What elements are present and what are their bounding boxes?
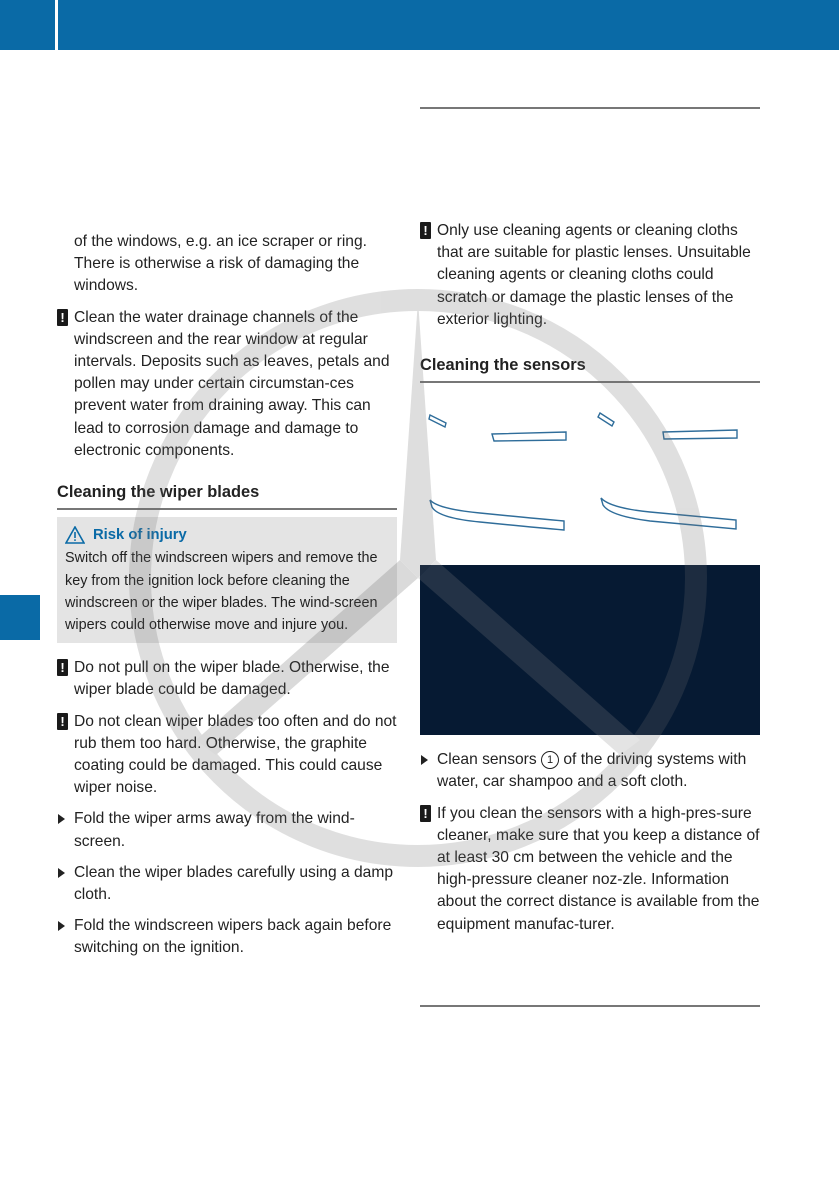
step-fold-back xyxy=(57,915,397,959)
heading-sensors: Cleaning the sensors xyxy=(420,354,760,383)
warning-box xyxy=(57,517,397,643)
note-pull-text: Do not pull on the wiper blade. Otherwise, the wiper blade could be damaged. xyxy=(74,659,390,699)
header-bar xyxy=(0,0,839,50)
continuation-text: of the windows, e.g. an ice scraper or ring. There is otherwise a risk of damaging the windows. xyxy=(74,233,367,295)
sensor-strip xyxy=(663,430,737,439)
sensor-diagram-dark-area xyxy=(420,565,760,735)
step-arrow-icon xyxy=(58,921,65,931)
warning-title-text: Risk of injury xyxy=(93,527,187,544)
step-arrow-icon xyxy=(421,755,428,765)
heading-wiper-blades: Cleaning the wiper blades xyxy=(57,481,397,510)
note-plastic xyxy=(420,220,760,331)
left-column xyxy=(57,231,397,969)
warning-triangle-icon xyxy=(65,526,85,544)
sensor-strip xyxy=(601,498,736,529)
sensor-diagram-light-area xyxy=(420,385,760,565)
sensor-strip xyxy=(492,432,566,441)
exclamation-icon: ! xyxy=(420,805,431,822)
side-section-tab xyxy=(0,595,40,640)
step-sensors-post: of the driving systems with water, car shampoo and a soft cloth. xyxy=(437,751,747,791)
sensor-diagram-illustration xyxy=(420,385,760,565)
step-clean-sensors-text xyxy=(437,749,760,793)
note-pull xyxy=(57,657,397,701)
step-arrow-icon xyxy=(58,868,65,878)
step-fold-back-text: Fold the windscreen wipers back again before switching on the ignition. xyxy=(74,917,392,957)
step-clean-sensors xyxy=(420,749,760,793)
note-clean-often xyxy=(57,711,397,800)
exclamation-icon: ! xyxy=(57,659,68,676)
step-clean-blades-text: Clean the wiper blades carefully using a damp cloth. xyxy=(74,863,393,904)
note-drainage xyxy=(57,307,397,462)
exclamation-icon: ! xyxy=(57,713,68,730)
step-clean-blades xyxy=(57,862,397,906)
step-arrow-icon xyxy=(58,814,65,824)
warning-title xyxy=(65,524,389,546)
warning-text: Switch off the windscreen wipers and remove the key from the ignition lock before cleaning the windscreen or the wiper blades. The wind-screen wipers could otherwise move and injure you. xyxy=(65,550,378,634)
exclamation-icon: ! xyxy=(57,309,68,326)
note-clean-often-text: Do not clean wiper blades too often and do not rub them too hard. Otherwise, the graphite coating could be damaged. This could cause wiper noise. xyxy=(74,712,397,797)
sensor-diagram xyxy=(420,385,760,737)
note-plastic-text: Only use cleaning agents or cleaning cloths that are suitable for plastic lenses. Unsuitable cleaning agents or cleaning cloths could scratch or damage the plastic lenses of the exterior lighting. xyxy=(437,222,751,328)
right-column xyxy=(420,220,760,945)
step-fold-away-text: Fold the wiper arms away from the wind-screen. xyxy=(74,810,355,850)
header-divider xyxy=(55,0,58,50)
note-highpressure xyxy=(420,803,760,936)
sensor-strip xyxy=(430,500,564,530)
callout-marker-1: 1 xyxy=(541,751,559,769)
bottom-right-rule xyxy=(420,1005,760,1007)
exclamation-icon: ! xyxy=(420,222,431,239)
step-fold-away xyxy=(57,808,397,852)
note-drainage-text: Clean the water drainage channels of the windscreen and the rear window at regular intervals. Deposits such as leaves, petals and pollen may under certain circumstan-ces prevent water from draining away. This can lead to corrosion damage and damage to electronic components. xyxy=(74,308,390,459)
step-sensors-pre: Clean sensors xyxy=(437,751,537,769)
top-right-rule xyxy=(420,107,760,109)
note-highpressure-text: If you clean the sensors with a high-pres-sure cleaner, make sure that you keep a distance of at least 30 cm between the vehicle and the high-pressure cleaner noz-zle. Information about the correct distance is available from the equipment manufac-turer. xyxy=(437,804,760,933)
sensor-strip xyxy=(429,415,446,427)
sensor-strip xyxy=(598,413,614,426)
